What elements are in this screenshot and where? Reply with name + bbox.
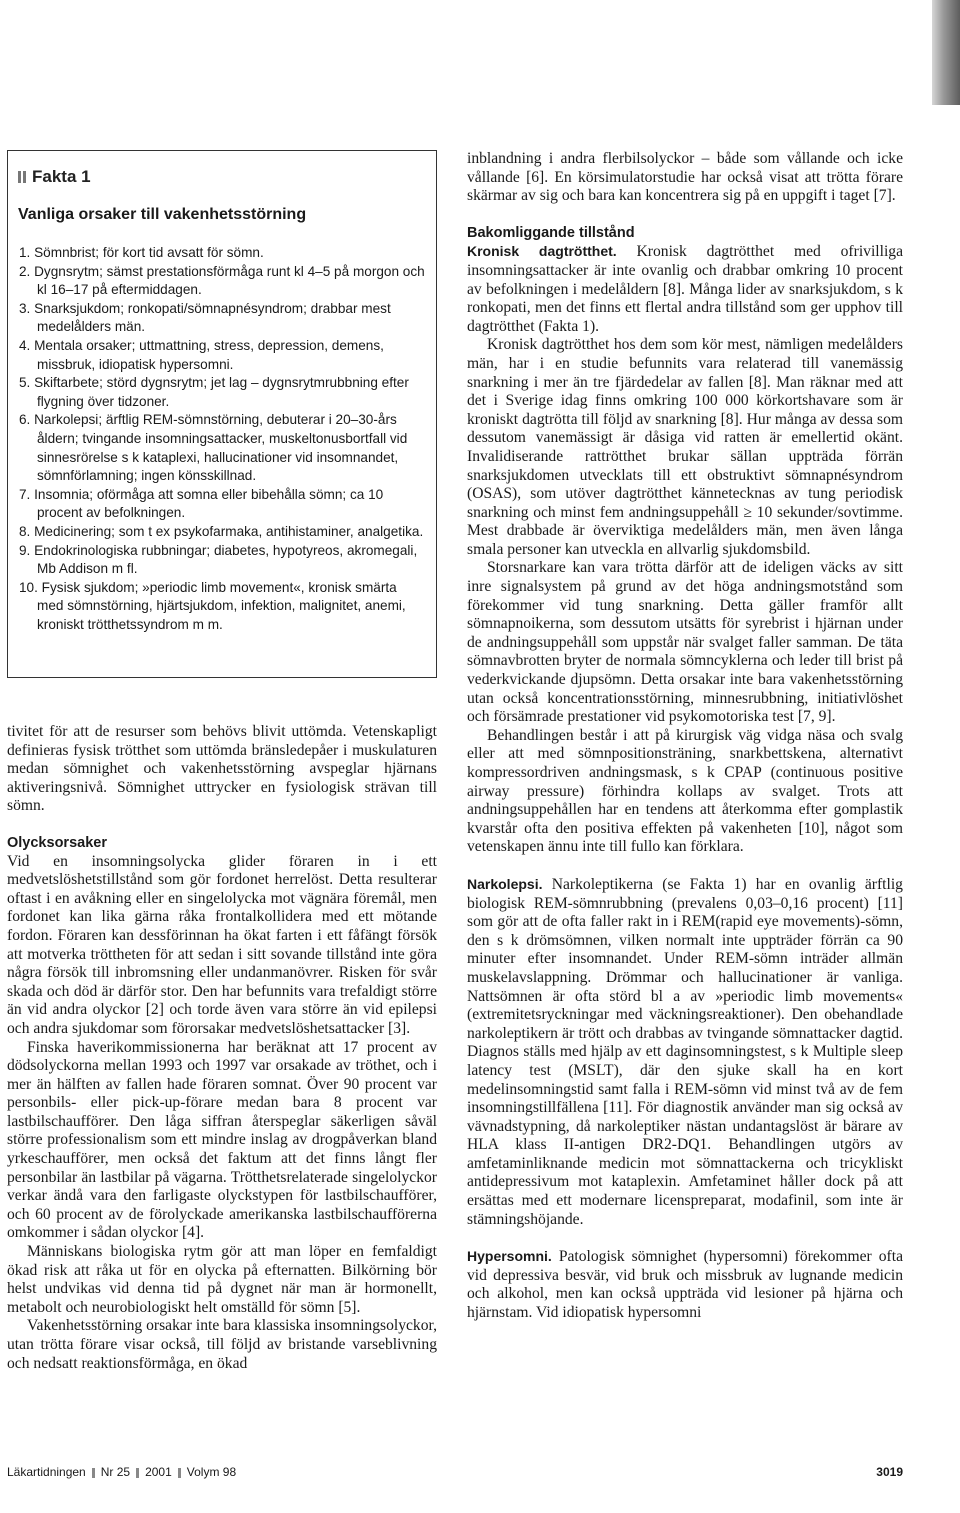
fakta-item: 1. Sömnbrist; för kort tid avsatt för sömn. (19, 245, 264, 260)
section-heading-olycksorsaker: Olycksorsaker (7, 834, 107, 851)
footer-journal: Läkartidningen (7, 1465, 86, 1479)
footer-citation (7, 1465, 236, 1479)
fakta-label: Fakta 1 (32, 167, 91, 186)
paragraph: Storsnarkare kan vara trötta därför att de ideligen väcks av sitt inre signalsystem på grund av det höga andningsmotstånd som förekommer vid tung snarkning. Detta gäller framför allt sömnapnoikerna, som dessutom utsätts för syrebrist i hjärnan under de andningsuppehåll som uppstår när svalget faller samman. De täta sömnavbrotten bryter de normala sömncyklerna och leder till brist på vederkvickande djupsömn. Detta orsakar inte bara vakenhetsstörning utan också koncentrationsstörning, minnesrubbning, initiativlöshet och försämrade prestationer vid psykomotoriska test [7, 9]. (467, 559, 903, 726)
paragraph: Vid en insomningsolycka glider föraren in i ett medvetslöshetstillstånd som gör fordonet herrelöst. Detta resulterar oftast i en avåkning eller en singelolycka mot vägnära föremål, men fordonet kan lika gärna råka frontalkollidera med ett mötande fordon. Föraren kan dessförinnan ha ökat farten i ett fåfängt försök att motverka tröttheten för att sedan i sitt sovande tillstånd inte göra några försök till inbromsning eller undanmanövrer. Risken för svår skada och död är därför stor. Den har befunnits vara trefaldigt större än vid andra olyckor [2] och torde även vara större än vid epilepsi och andra sjukdomar som förorsakar medvetslöshetsattacker [3]. (7, 852, 437, 1037)
paragraph: tivitet för att de resurser som behövs blivit uttömda. Vetenskapligt definieras fysisk trötthet som uttömda bränsledepåer i muskulaturen medan sömnighet och vakenhetsstörning avspeglar hjärnans aktiveringsnivå. Sömnighet uttrycker en fysiologisk strävan till sömn. (7, 723, 437, 815)
fakta-item: 5. Skiftarbete; störd dygnsrytm; jet lag – dygnsrytmrubbning efter flygning över tidzoner. (19, 375, 409, 409)
paragraph: inblandning i andra flerbilsolyckor – både som vållande och icke vållande [6]. En körsimulatorstudie har också visat att trötta förare skärmar av sig och bara kan koncentrera sig på en uppgift i taget [7]. (467, 150, 903, 205)
paragraph-text: Patologisk sömnighet (hypersomni) förekommer ofta vid depressiva besvär, vid bruk och missbruk av lugnande medicin och alkohol, men kan också uppträda vid lesioner på hjärna och hjärnstam. Vid idiopatisk hypersomni (467, 1248, 903, 1322)
fakta-item: 7. Insomnia; oförmåga att somna eller bibehålla sömn; ca 10 procent av befolkningen. (19, 486, 384, 521)
paragraph (467, 242, 903, 336)
fakta-item: 8. Medicinering; som t ex psykofarmaka, antihistaminer, analgetika. (19, 523, 424, 539)
paragraph: Finska haverikommissionerna har beräknat att 17 procent av dödsolyckorna mellan 1993 och 1997 var orsakade av tröthet, och i mer än hälften av fallen hade föraren somnat. Över 90 procent var personbils- eller pick-up-förare medan bara 8 procent var lastbilschaufförer. Den låga siffran återspeglar säkerligen såväl större professionalism som ett mindre inslag av drogpåverkan bland yrkeschaufförer, men också det faktum att det finns långt fler personbilar än lastbilar på vägarna. Trötthetsrelaterade singelolyckor verkar ändå vara den farligaste olyckstypen för lastbilschaufförer, och 60 procent av de förolyckade amerikanska lastbilschaufförerna omkommer i sådan olyckor [4]. (7, 1038, 437, 1242)
fakta-item: 3. Snarksjukdom; ronkopati/sömnapnésyndrom; drabbar mest medelålders män. (19, 300, 391, 335)
fakta-box (7, 150, 437, 678)
footer-issue: Nr 25 (100, 1465, 131, 1479)
footer-volume: Volym 98 (186, 1465, 237, 1479)
paragraph (467, 1247, 903, 1322)
footer-year: 2001 (145, 1465, 172, 1479)
fakta-item: 4. Mentala orsaker; uttmattning, stress, depression, demens, missbruk, idiopatisk hypersomni. (19, 337, 384, 372)
fakta-bars-icon (18, 171, 26, 183)
runin-heading-hypersomni: Hypersomni. (467, 1248, 552, 1265)
section-heading-bakomliggande: Bakomliggande tillstånd (467, 224, 635, 241)
paragraph-text: Kronisk dagtrötthet med ofrivilliga insomningsattacker är inte ovanlig och drabbar omkring 10 procent av befolkningen i medelåldern [8]. Många lider av snarksjukdom, s k ronkopati, men det finns ett flertal andra tillstånd som ger upphov till dagtrötthet (Fakta 1). (467, 243, 903, 335)
fakta-item: 2. Dygnsrytm; sämst prestationsförmåga runt kl 4–5 på morgon och kl 16–17 på eftermiddagen. (19, 263, 425, 298)
paragraph: Vakenhetsstörning orsakar inte bara klassiska insomningsolyckor, utan trötta förare visar också, till följd av bristande varseblivning och nedsatt reaktionsförmåga, en ökad (7, 1317, 437, 1372)
paragraph (467, 875, 903, 1229)
fakta-title: Vanliga orsaker till vakenhetsstörning (18, 206, 307, 223)
page-number: 3019 (876, 1465, 903, 1479)
fakta-list (18, 244, 426, 634)
left-column (7, 723, 437, 1373)
fakta-item: 10. Fysisk sjukdom; »periodic limb movement«, kronisk smärta med sömnstörning, hjärtsjukdom, infektion, malignitet, anemi, kroniskt trötthetssyndrom m m. (19, 579, 406, 632)
fakta-item: 9. Endokrinologiska rubbningar; diabetes, hypotyreos, akromegali, Mb Addison m fl. (19, 542, 418, 577)
paragraph: Behandlingen består i att på kirurgisk väg vidga näsa och svalg eller att med sömnpositionsträning, snarkbettskena, alternativt kompressordriven andningsmask, s k CPAP (continuous positive airway pressure) förhindra kollaps av svalget. Trots att andningsuppehållen har en tendens att återkomma efter gomplastik kvarstår ofta den positiva effekten på vakenheten [10], något som vetenskapen ännu inte till fullo kan förklara. (467, 726, 903, 856)
right-column (467, 150, 903, 1323)
paragraph-text: Narkoleptikerna (se Fakta 1) har en ovanlig ärftlig biologisk REM-sömnrubbning (prevalens 0,03–0,16 procent) [11] som gör att de ofta faller rakt in i REM(rapid eye movements)-sömn, den s k drömsömnen, vilken normalt inte uppträder förrän ca 90 minuter efter insomnandet. Under REM-sömn inträder allmän muskelavslappning. Drömmar och hallucinationer är vanliga. Nattsömnen är ofta störd bl a av »periodic limb movements« (extremitetsryckningar med väckningsreaktioner). Den obehandlade narkoleptikern är trött och drabbas av tvingande sömnattacker dagtid. Diagnos ställs med hjälp av ett daginsomningstest, s k Multiple sleep latency test (MSLT), där den sjuke skall ha en kort medelinsomningstid samt falla i REM-sömn vid minst två av de fem insomningstillfällena [11]. För diagnostik använder man sig också av vävnadstypning, då narkoleptiker nästan undantagslöst är bärare av HLA klass II-antigen DR2-DQ1. Behandlingen utgörs av amfetaminliknande medicin mot sömnattackerna och tricykliskt antidepressivum mot kataplexin. Amfetaminet håller dock på att ersättas med ett modernare licenspreparat, modafinil, som inte är stämningshöjande. (467, 875, 903, 1228)
fakta-header (18, 167, 426, 187)
page-edge-strip (932, 0, 960, 105)
page-footer (7, 1465, 903, 1479)
fakta-item: 6. Narkolepsi; ärftlig REM-sömnstörning, debuterar i 20–30-års åldern; tvingande insomningsattacker, muskeltonusbortfall vid sinnesrörelse s k kataplexi, hallucinationer vid insomnandet, sömnförlamning; ingen könsskillnad. (19, 412, 408, 484)
runin-heading-narkolepsi: Narkolepsi. (467, 875, 543, 892)
paragraph: Kronisk dagtrötthet hos dem som kör mest, nämligen medelålders män, har i en studie befunnits vara relaterad till vanemässig snarkning i mer än tre fjärdedelar av fallen [8]. Man räknar med att det i Sverige idag finns omkring 100 000 körkortshavare som är kroniskt dagtrötta till följd av snarkning [8]. Hur många av dessa som dessutom vanemässigt är dåsiga vid ratten är emellertid okänt. Invalidiserande rattrötthet brukar sällan uppträda förrän snarksjukdomen utvecklats till ett obstruktivt sömnapnésyndrom (OSAS), som utöver dagtrötthet kännetecknas av tung periodisk snarkning och minst fem andningsuppehåll ≥ 10 sekunder/sovtimme. Mest drabbade är överviktiga medelålders män, men även långa smala personer kan utveckla en allvarlig sjukdomsbild. (467, 336, 903, 558)
paragraph: Människans biologiska rytm gör att man löper en femfaldigt ökad risk att råka ut för en olycka på efternatten. Bilkörning bör helst undvikas vid denna tid på dygnet när man är hormonellt, metabolt och neurobiologiskt helt omställd för sömn [5]. (7, 1243, 437, 1316)
runin-heading-kronisk: Kronisk dagtrötthet. (467, 243, 617, 260)
